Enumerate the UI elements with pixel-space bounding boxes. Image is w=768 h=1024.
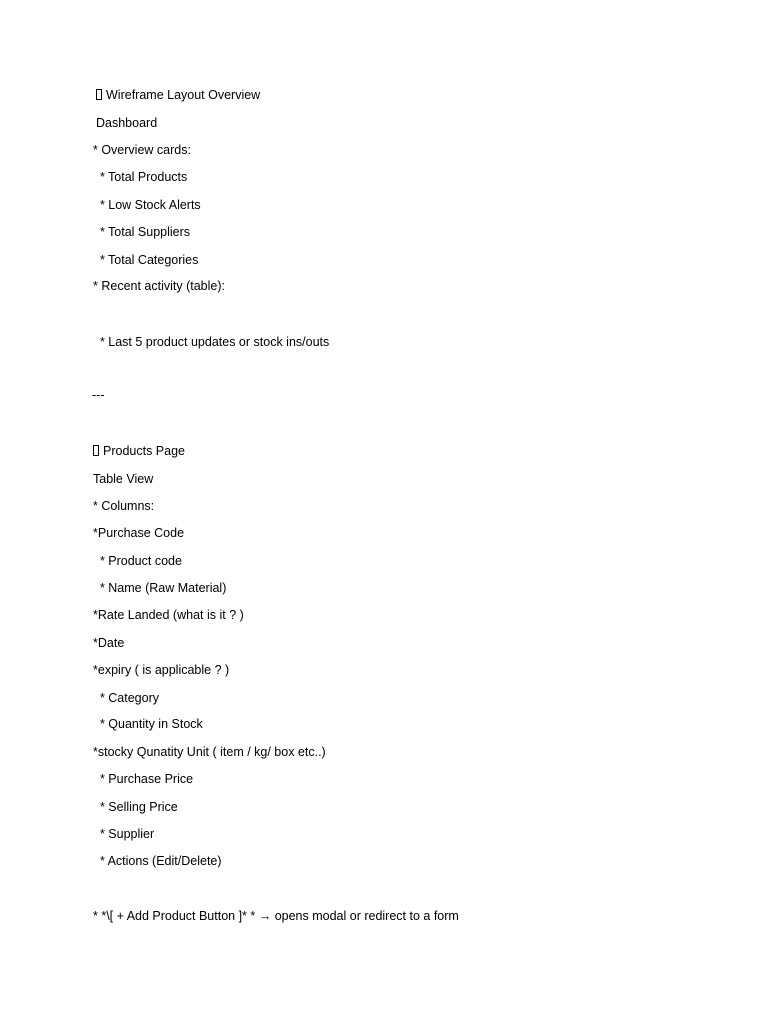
section-heading-products xyxy=(93,443,185,459)
list-item: * Supplier xyxy=(93,827,155,841)
list-item: * Columns: xyxy=(93,499,155,513)
list-item: * Actions (Edit/Delete) xyxy=(93,854,222,868)
list-item: * Name (Raw Material) xyxy=(93,581,227,595)
list-item: * Category xyxy=(93,691,160,705)
list-item: *expiry ( is applicable ? ) xyxy=(93,663,230,677)
list-item: * Recent activity (table): xyxy=(93,279,225,293)
list-item: *Rate Landed (what is it ? ) xyxy=(93,608,244,622)
list-item: * Total Categories xyxy=(93,253,199,267)
list-item: * Selling Price xyxy=(93,800,178,814)
heading-text: Wireframe Layout Overview xyxy=(106,88,261,102)
heading-text: Products Page xyxy=(103,444,185,458)
list-item: * Purchase Price xyxy=(93,772,194,786)
list-item: * Quantity in Stock xyxy=(93,717,203,731)
subheading-table-view: Table View xyxy=(93,472,154,486)
list-item: * Overview cards: xyxy=(93,143,191,157)
add-product-button-note: * *\[ + Add Product Button ]* * → opens modal or redirect to a form xyxy=(93,909,459,923)
list-item: * Total Products xyxy=(93,170,188,184)
subheading-dashboard: Dashboard xyxy=(96,116,158,130)
list-item: *Purchase Code xyxy=(93,526,185,540)
list-item: * Last 5 product updates or stock ins/outs xyxy=(93,335,330,349)
missing-glyph-box-icon xyxy=(93,445,99,456)
missing-glyph-box-icon xyxy=(96,89,102,100)
separator: --- xyxy=(92,388,105,402)
list-item: *stocky Qunatity Unit ( item / kg/ box etc..) xyxy=(93,745,326,759)
section-heading-wireframe xyxy=(96,87,260,103)
list-item: * Low Stock Alerts xyxy=(93,198,201,212)
list-item: * Total Suppliers xyxy=(93,225,191,239)
list-item: *Date xyxy=(93,636,125,650)
list-item: * Product code xyxy=(93,554,182,568)
